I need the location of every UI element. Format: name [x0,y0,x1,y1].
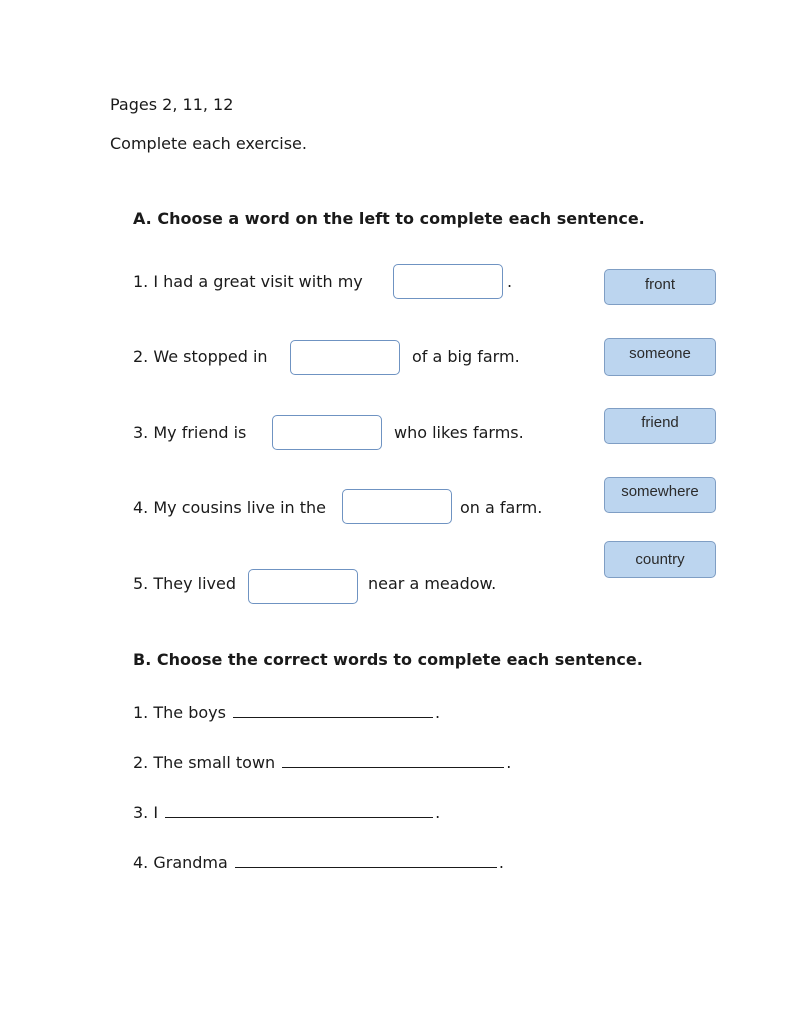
sentence-b2-after: . [506,753,512,772]
word-chip-front[interactable]: front [604,269,716,305]
pages-label: Pages 2, 11, 12 [110,95,234,114]
answer-line-b3[interactable] [165,801,433,818]
sentence-a1-after: . [507,272,513,291]
answer-line-b4[interactable] [235,851,497,868]
sentence-b3-before: 3. I [133,803,159,822]
sentence-a2-after: of a big farm. [412,347,520,366]
sentence-b1-before: 1. The boys [133,703,226,722]
sentence-a4-after: on a farm. [460,498,543,517]
section-b-heading: B. Choose the correct words to complete each sentence. [133,650,643,669]
sentence-a5-after: near a meadow. [368,574,497,593]
sentence-b4 [133,851,504,873]
sentence-a5-before: 5. They lived [133,574,237,593]
sentence-a3-before: 3. My friend is [133,423,247,442]
blank-a3[interactable] [272,415,382,450]
sentence-b3 [133,801,440,823]
sentence-b2 [133,751,511,773]
sentence-b2-before: 2. The small town [133,753,276,772]
sentence-b3-after: . [435,803,441,822]
word-chip-someone[interactable]: someone [604,338,716,376]
answer-line-b1[interactable] [233,701,433,718]
sentence-a1-before: 1. I had a great visit with my [133,272,363,291]
word-chip-country[interactable]: country [604,541,716,578]
sentence-a2-before: 2. We stopped in [133,347,268,366]
sentence-b1-after: . [435,703,441,722]
sentence-b1 [133,701,440,723]
word-chip-friend[interactable]: friend [604,408,716,444]
answer-line-b2[interactable] [282,751,504,768]
sentence-a3-after: who likes farms. [394,423,524,442]
sentence-b4-before: 4. Grandma [133,853,228,872]
section-a-heading: A. Choose a word on the left to complete each sentence. [133,209,645,228]
blank-a5[interactable] [248,569,358,604]
sentence-a4-before: 4. My cousins live in the [133,498,326,517]
blank-a2[interactable] [290,340,400,375]
blank-a1[interactable] [393,264,503,299]
word-chip-somewhere[interactable]: somewhere [604,477,716,513]
instructions-text: Complete each exercise. [110,134,307,153]
sentence-b4-after: . [498,853,505,872]
blank-a4[interactable] [342,489,452,524]
